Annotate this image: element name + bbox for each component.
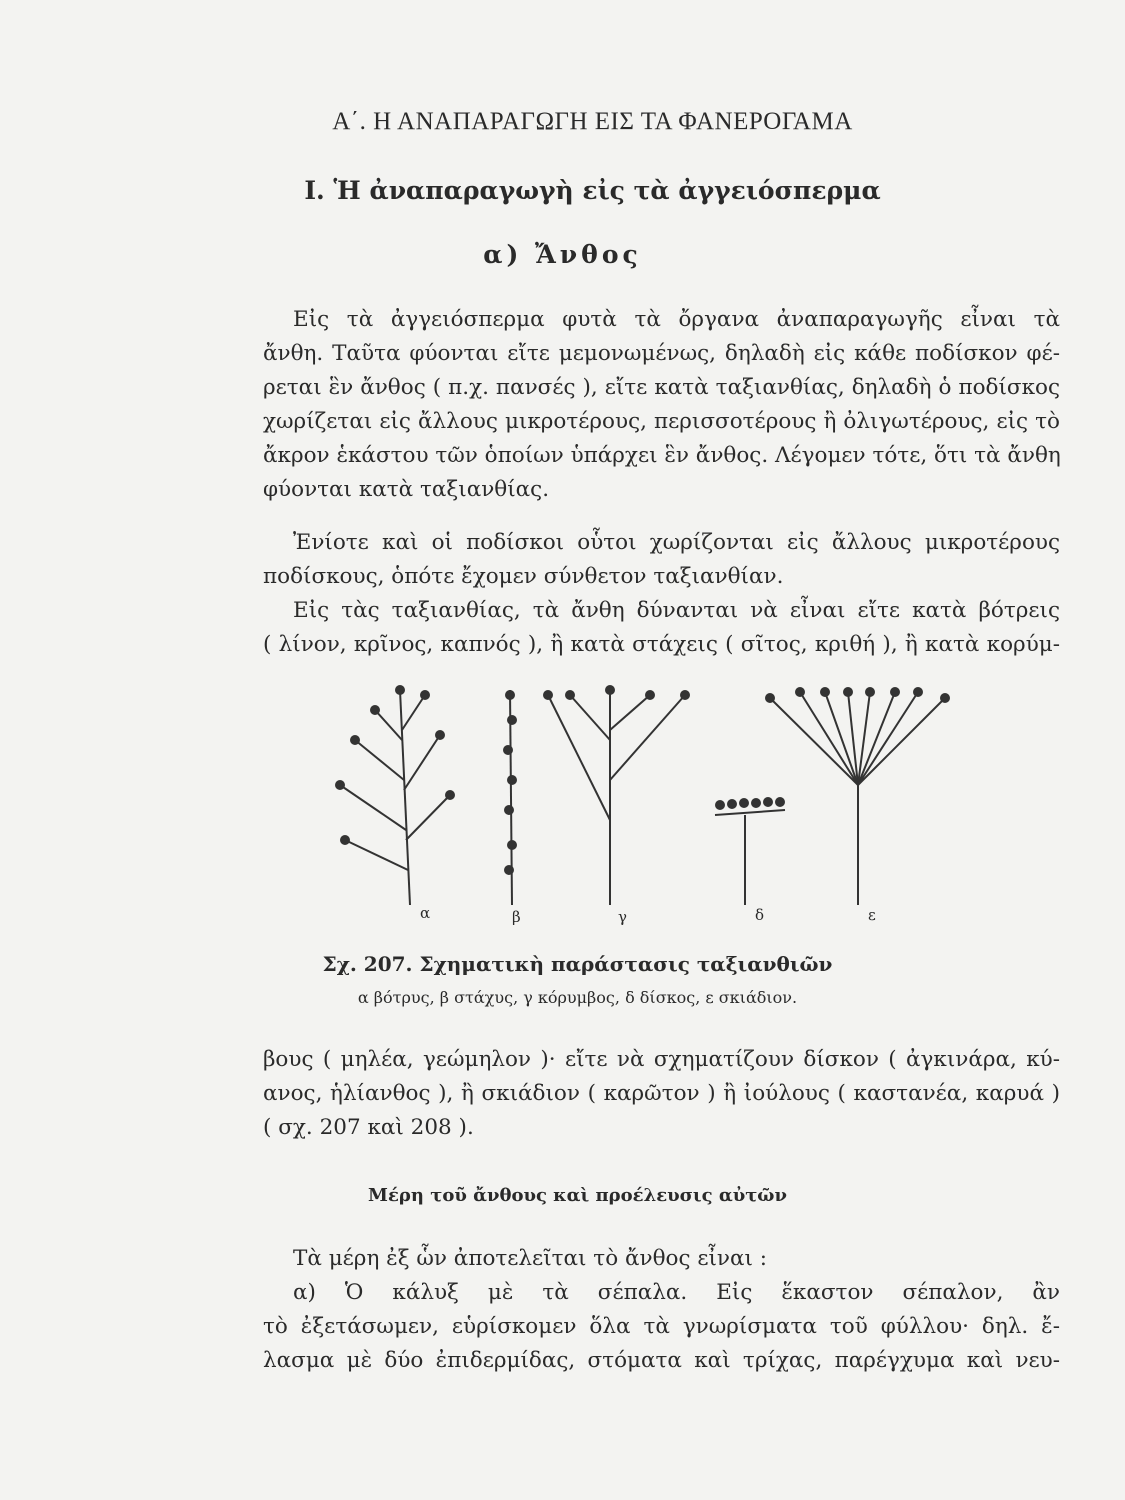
text-line: ( σχ. 207 καὶ 208 ). [263, 1115, 474, 1140]
paragraph-1 [263, 303, 1060, 507]
text-line: Εἰς τὰς ταξιανθίας, τὰ ἄνθη δύνανται νὰ εἶναι εἴτε κατὰ βότρεις [293, 598, 1060, 623]
subsection-heading: α) Ἄνθος [483, 240, 642, 269]
figure-label-a: α [420, 904, 431, 922]
text-line: ( λίνον, κρῖνος, καπνός ), ἢ κατὰ στάχεις ( σῖτος, κριθή ), ἢ κατὰ κορύμ- [263, 632, 1060, 657]
text-line: ἄνθη. Ταῦτα φύονται εἴτε μεμονωμένως, δηλαδὴ εἰς κάθε ποδίσκον φέ- [263, 341, 1060, 366]
paragraph-4 [263, 1043, 1060, 1145]
umbel-diagram [766, 688, 949, 905]
chapter-heading: Α΄. Η ΑΝΑΠΑΡΑΓΩΓΗ ΕΙΣ ΤΑ ΦΑΝΕΡΟΓΑΜΑ [332, 108, 853, 135]
disc-diagram [715, 798, 785, 905]
text-line: ποδίσκους, ὁπότε ἔχομεν σύνθετον ταξιανθίαν. [263, 564, 784, 589]
figure-label-e: ε [868, 906, 876, 924]
subheading-flower-parts: Μέρη τοῦ ἄνθους καὶ προέλευσις αὐτῶν [368, 1185, 787, 1206]
text-line: Ἐνίοτε καὶ οἱ ποδίσκοι οὗτοι χωρίζονται εἰς ἄλλους μικροτέρους [293, 530, 1060, 555]
text-line: τὸ ἐξετάσωμεν, εὑρίσκομεν ὅλα τὰ γνωρίσματα τοῦ φύλλου· δηλ. ἔ- [263, 1314, 1060, 1339]
text-line: λασμα μὲ δύο ἐπιδερμίδας, στόματα καὶ τρίχας, παρέγχυμα καὶ νευ- [263, 1348, 1060, 1373]
text-line: ρεται ἓν ἄνθος ( π.χ. πανσές ), εἴτε κατὰ ταξιανθίας, δηλαδὴ ὁ ποδίσκος [263, 375, 1060, 400]
text-line: α) Ὁ κάλυξ μὲ τὰ σέπαλα. Εἰς ἕκαστον σέπαλον, ἂν [293, 1280, 1060, 1305]
text-line: βους ( μηλέα, γεώμηλον )· εἴτε νὰ σχηματίζουν δίσκον ( ἀγκινάρα, κύ- [263, 1047, 1060, 1072]
text-line: χωρίζεται εἰς ἄλλους μικροτέρους, περισσοτέρους ἢ ὀλιγωτέρους, εἰς τὸ [263, 409, 1060, 434]
text-line: ἄκρον ἑκάστου τῶν ὁποίων ὑπάρχει ἓν ἄνθος. Λέγομεν τότε, ὅτι τὰ ἄνθη [263, 443, 1061, 468]
paragraph-3 [263, 594, 1060, 662]
spike-diagram [504, 690, 516, 905]
text-line: φύονται κατὰ ταξιανθίας. [263, 477, 550, 502]
inflorescence-figure [300, 670, 1000, 935]
figure-caption-legend: α βότρυς, β στάχυς, γ κόρυμβος, δ δίσκος, ε σκιάδιον. [357, 988, 798, 1007]
section-heading: Ι. Ἡ ἀναπαραγωγὴ εἰς τὰ ἀγγειόσπερμα [304, 176, 881, 205]
paragraph-5 [263, 1242, 1060, 1378]
figure-label-d: δ [755, 906, 765, 924]
figure-label-c: γ [618, 908, 627, 926]
raceme-diagram [336, 686, 454, 905]
figure-label-b: β [512, 908, 521, 926]
text-line: Εἰς τὰ ἀγγειόσπερμα φυτὰ τὰ ὄργανα ἀναπαραγωγῆς εἶναι τὰ [293, 307, 1060, 332]
figure-caption-title: Σχ. 207. Σχηματικὴ παράστασις ταξιανθιῶν [322, 952, 833, 976]
paragraph-2 [263, 526, 1060, 594]
text-line: Τὰ μέρη ἐξ ὧν ἀποτελεῖται τὸ ἄνθος εἶναι : [293, 1246, 767, 1271]
corymb-diagram [544, 686, 689, 905]
text-line: ανος, ἡλίανθος ), ἢ σκιάδιον ( καρῶτον ) ἢ ἰούλους ( καστανέα, καρυά ) [263, 1081, 1060, 1106]
